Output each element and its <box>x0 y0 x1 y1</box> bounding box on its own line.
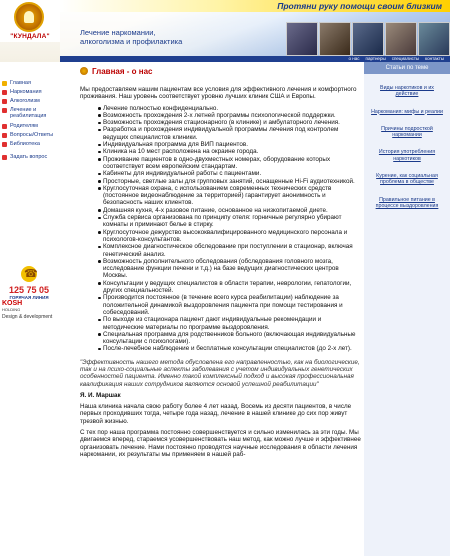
list-item: Домашняя кухня, 4-х разовое питание, основанное на низкопитаемой диете. <box>98 207 362 214</box>
bullet-icon <box>2 99 7 104</box>
bullet-icon <box>2 133 7 138</box>
menu-item-label: Вопросы/Ответы <box>10 132 54 138</box>
list-item: Разработка и прохождения индивидуальной программы лечения под контролем ведущих специалистов клиники. <box>98 126 362 141</box>
hotline-box <box>2 266 56 300</box>
menu-item-parents[interactable] <box>2 123 56 132</box>
list-item: Специальная программа для родственников больного (включающая индивидуальные консультации с психологами). <box>98 331 362 346</box>
header-slogan-bar <box>60 0 450 12</box>
logo-text: "КУНДАЛА" <box>10 33 50 40</box>
list-item: Возможность прохождения стационарного (в клинике) и амбулаторного лечения. <box>98 119 362 126</box>
list-item: Лечение полностью конфиденциально. <box>98 105 362 112</box>
developer-credit: Design & development <box>2 314 53 320</box>
article-link[interactable]: Виды наркотиков и их действие <box>380 85 434 98</box>
list-item: Круглосуточное дежурство высококвалифицированного медицинского персонала и психологов-консультантов. <box>98 229 362 244</box>
page-header <box>0 0 450 62</box>
article-body <box>80 86 362 462</box>
article-link[interactable]: Причины подросткой наркомании <box>381 125 433 139</box>
kosh-logo-text: KOSH <box>2 300 23 307</box>
article-link[interactable]: Наркомания: мифы и реалии <box>371 108 443 115</box>
page-title-row <box>80 66 362 76</box>
menu-item-library[interactable] <box>2 141 56 150</box>
hotline-number: 125 75 05 <box>8 285 50 295</box>
top-nav-link-partners[interactable]: партнеры <box>365 56 386 61</box>
bullet-icon <box>2 90 7 95</box>
progress-paragraph: С тех пор наша программа постоянно совершенствуется и сильно изменилась за эти годы. Мы двигаемся вперед, стараемся усовершенствовать наш метод, как можно лучше и эффективнее организовать лечение. Нами постоянно проводятся научные исследования в области лечения наркомании, их результаты мы применяем в нашей раб- <box>80 429 361 458</box>
list-item: По выходе из стационара пациент дают индивидуальные рекомендации и методические материалы по программе выздоровления. <box>98 316 362 331</box>
header-photo <box>286 22 318 56</box>
article-link[interactable]: История употребления наркотиков <box>378 149 436 162</box>
phone-icon <box>21 266 37 282</box>
intro-paragraph: Мы предоставляем нашим пациентам все условия для эффективного лечения и комфортного проживания. Наш уровень соответствует уровню лучших клиник США и Европы. <box>80 86 357 101</box>
right-sidebar <box>364 62 450 556</box>
list-item: Производится постоянное (в течение всего курса реабилитации) наблюдение за положительной динамикой выздоровления пациента при помощи тестирования и собеседований. <box>98 294 362 316</box>
bullet-icon <box>2 108 7 113</box>
list-item: Служба сервиса организована по принципу отеля: горничные регулярно убирают комнаты и приминают белье в стирку. <box>98 214 362 229</box>
header-photo <box>418 22 450 56</box>
left-sidebar <box>0 62 56 556</box>
quote: "Эффективность нашего метода обусловлена его направленностью, как на биологические, так и на психо-социальные аспекты заболевания с учетом индивидуальных генетических особенностей пациента. Именно такой комплексный подход и высокая профессиональная квалификация наших сотрудников являются основой успешной реабилитации" <box>80 358 360 388</box>
bullet-icon <box>2 81 7 86</box>
main-content <box>80 62 362 556</box>
site-title <box>80 28 182 46</box>
list-item: Проживание пациентов в одно-двухместных номерах, оборудование которых соответствует всем европейским стандартам. <box>98 156 362 171</box>
page-title: Главная - о нас <box>92 66 153 76</box>
menu-item-label: Наркомания <box>10 89 42 95</box>
menu-item-label: Алкоголизм <box>10 98 40 104</box>
bullet-icon <box>2 124 7 129</box>
menu-item-treatment[interactable] <box>2 107 56 123</box>
menu-item-ask-question[interactable] <box>2 154 56 163</box>
header-photo <box>385 22 417 56</box>
article-link[interactable]: Курение, как социальная проблема в обществе <box>376 173 438 186</box>
menu-item-label: Родителям <box>10 123 38 129</box>
list-item: Клиника на 10 мест расположена на окраине города. <box>98 148 362 155</box>
menu-item-label: Лечение и реабилитация <box>10 107 47 119</box>
list-item: Консультации у ведущих специалистов в области терапии, неврологии, гепатологии, других специальностей. <box>98 280 362 295</box>
hotline-label: ГОРЯЧАЯ ЛИНИЯ <box>9 295 49 300</box>
title-emblem-icon <box>80 67 88 75</box>
list-item: Комплексное диагностическое обследование при поступлении в стационар, включая генетический анализ. <box>98 243 362 258</box>
list-item: Возможность прохождения 2-х летней программы психологической поддержки. <box>98 112 362 119</box>
menu-item-alcoholism[interactable] <box>2 98 56 107</box>
kosh-logo-sub: HOLDING <box>2 307 21 312</box>
top-nav-link-contacts[interactable]: контакты <box>425 56 444 61</box>
menu-item-faq[interactable] <box>2 132 56 141</box>
list-item: Просторные, светлые залы для групповых занятий, оснащенные Hi-Fi аудиотехникой. <box>98 178 362 185</box>
left-menu <box>2 80 56 163</box>
list-item: Круглосуточная охрана, с использованием современных технических средств (постоянное видеонаблюдение за территорией) гарантирует анонимность и безопасность наших клиентов. <box>98 185 362 207</box>
top-nav-link-about[interactable]: о нас <box>348 56 360 61</box>
logo-emblem-icon <box>14 2 44 32</box>
article-link[interactable]: Правильное питание в процессе выздоровления <box>375 196 439 209</box>
related-articles-header: Статьи по теме <box>364 62 450 74</box>
menu-item-label: Главная <box>10 80 31 86</box>
list-item: После-лечебное наблюдение и бесплатные консультации специалистов (до 2-х лет). <box>98 345 362 352</box>
slogan: Протяни руку помощи своим близким <box>277 1 442 11</box>
quote-author: Я. И. Маршак <box>80 391 121 399</box>
list-item: Кабинеты для индивидуальной работы с пациентами. <box>98 170 362 177</box>
header-photo <box>319 22 351 56</box>
header-photo <box>352 22 384 56</box>
menu-item-label: Библиотека <box>10 141 40 147</box>
menu-item-home[interactable] <box>2 80 56 89</box>
history-paragraph: Наша клиника начала свою работу более 4 лет назад. Восемь из десяти пациентов, в числе первых проходивших тогда, четыре года назад, лечение в нашей клинике до сих пор живут трезвой жизнью. <box>80 403 352 425</box>
list-item: Индивидуальная программа для ВИП пациентов. <box>98 141 362 148</box>
bullet-icon <box>2 155 7 160</box>
list-item: Возможность дополнительного обследования (обследования головного мозга, исследование функции печени и т.д.) на базе ведущих диагностических центров Москвы. <box>98 258 362 280</box>
features-list <box>80 105 362 353</box>
logo[interactable] <box>0 0 60 42</box>
bullet-icon <box>2 142 7 147</box>
top-nav-link-specialists[interactable]: специалисты <box>391 56 420 61</box>
developer-logo[interactable] <box>2 300 56 320</box>
menu-item-drug-addiction[interactable] <box>2 89 56 98</box>
site-title-line2: алкоголизма и профилактика <box>80 37 183 46</box>
site-title-line1: Лечение наркомании, <box>80 28 156 37</box>
kosh-logo <box>2 300 56 307</box>
menu-item-label: Задать вопрос <box>10 154 48 160</box>
header-photo-strip <box>286 22 450 56</box>
